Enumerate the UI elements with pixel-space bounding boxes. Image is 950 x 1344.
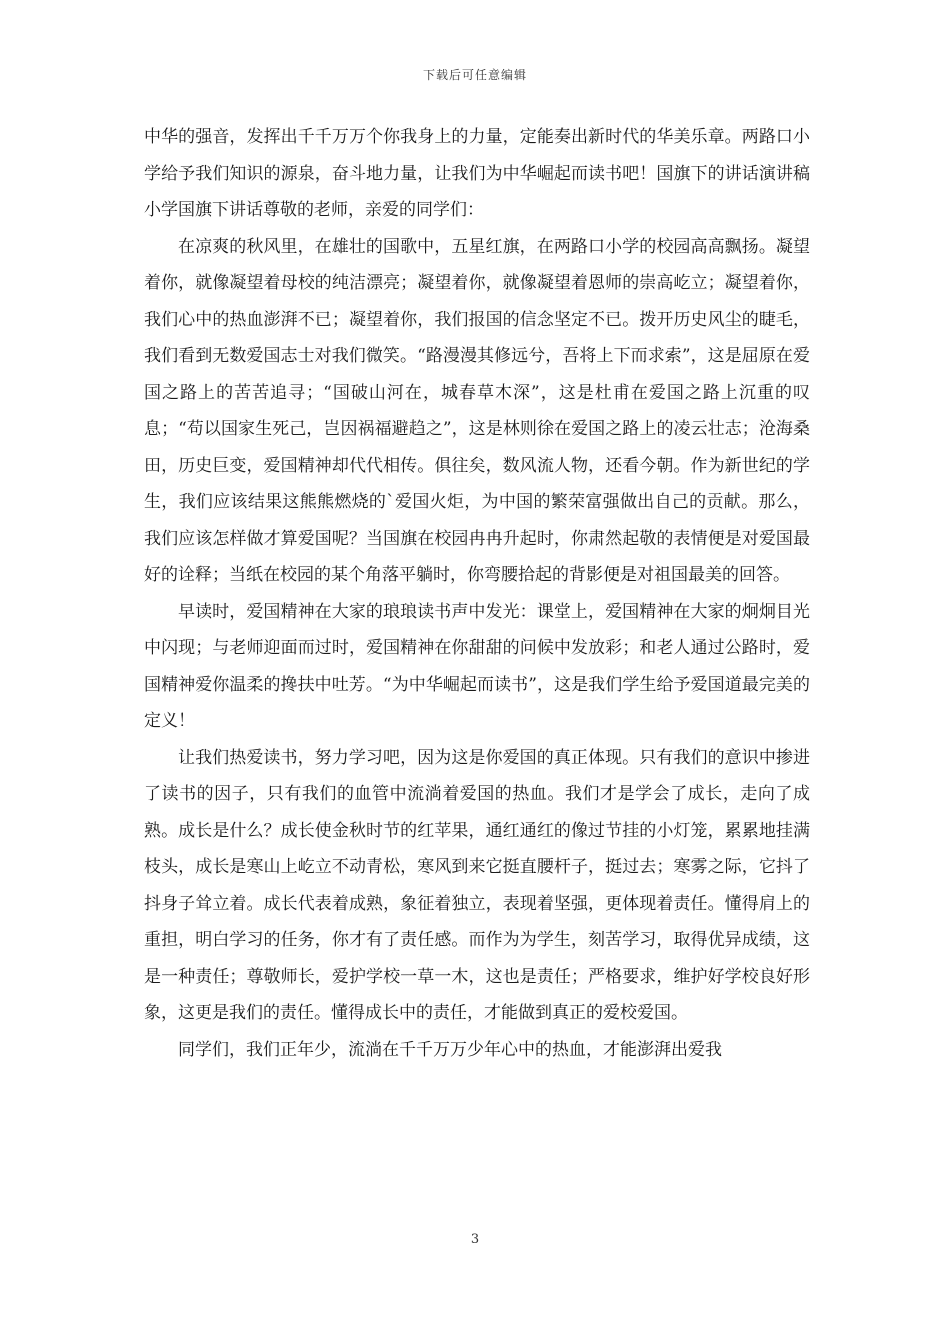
page-header: 下载后可任意编辑 — [422, 68, 527, 82]
document-body — [144, 119, 810, 1068]
paragraph-4: 让我们热爱读书，努力学习吧，因为这是你爱国的真正体现。只有我们的意识中掺进了读书的因子，只有我们的血管中流淌着爱国的热血。我们才是学会了成长，走向了成熟。成长是什么？成长使金秋时节的红苹果，通红通红的像过节挂的小灯笼，累累地挂满枝头，成长是寒山上屹立不动青松，寒风到来它挺直腰杆子，挺过去；寒雾之际，它抖了抖身子耸立着。成长代表着成熟，象征着独立，表现着坚强，更体现着责任。懂得肩上的重担，明白学习的任务，你才有了责任感。而作为为学生，刻苦学习，取得优异成绩，这是一种责任；尊敬师长，爱护学校一草一木，这也是责任；严格要求，维护好学校良好形象，这更是我们的责任。懂得成长中的责任，才能做到真正的爱校爱国。 — [144, 747, 810, 1023]
paragraph-1: 中华的强音，发挥出千千万万个你我身上的力量，定能奏出新时代的华美乐章。两路口小学给予我们知识的源泉，奋斗地力量，让我们为中华崛起而读书吧！国旗下的讲话演讲稿小学国旗下讲话尊敬的老师，亲爱的同学们： — [144, 127, 810, 220]
paragraph-2: 在凉爽的秋风里，在雄壮的国歌中，五星红旗，在两路口小学的校园高高飘扬。凝望着你，就像凝望着母校的纯洁漂亮；凝望着你，就像凝望着恩师的崇高屹立；凝望着你，我们心中的热血澎湃不已；凝望着你，我们报国的信念坚定不已。拨开历史风尘的睫毛，我们看到无数爱国志士对我们微笑。“路漫漫其修远兮，吾将上下而求索”，这是屈原在爱国之路上的苦苦追寻；“国破山河在，城春草木深”，这是杜甫在爱国之路上沉重的叹息；“苟以国家生死己，岂因祸福避趋之”，这是林则徐在爱国之路上的凌云壮志；沧海桑田，历史巨变，爱国精神却代代相传。俱往矣，数风流人物，还看今朝。作为新世纪的学生，我们应该结果这熊熊燃烧的`爱国火炬，为中国的繁荣富强做出自己的贡献。那么，我们应该怎样做才算爱国呢？当国旗在校园冉冉升起时，你肃然起敬的表情便是对爱国最好的诠释；当纸在校园的某个角落平躺时，你弯腰拾起的背影便是对祖国最美的回答。 — [144, 236, 810, 585]
paragraph-5: 同学们，我们正年少，流淌在千千万万少年心中的热血，才能澎湃出爱我 — [178, 1039, 722, 1060]
page-number: 3 — [470, 1232, 480, 1247]
paragraph-3: 早读时，爱国精神在大家的琅琅读书声中发光：课堂上，爱国精神在大家的炯炯目光中闪现；与老师迎面而过时，爱国精神在你甜甜的问候中发放彩；和老人通过公路时，爱国精神爱你温柔的搀扶中吐芳。“为中华崛起而读书”，这是我们学生给予爱国道最完美的定义！ — [144, 601, 810, 731]
